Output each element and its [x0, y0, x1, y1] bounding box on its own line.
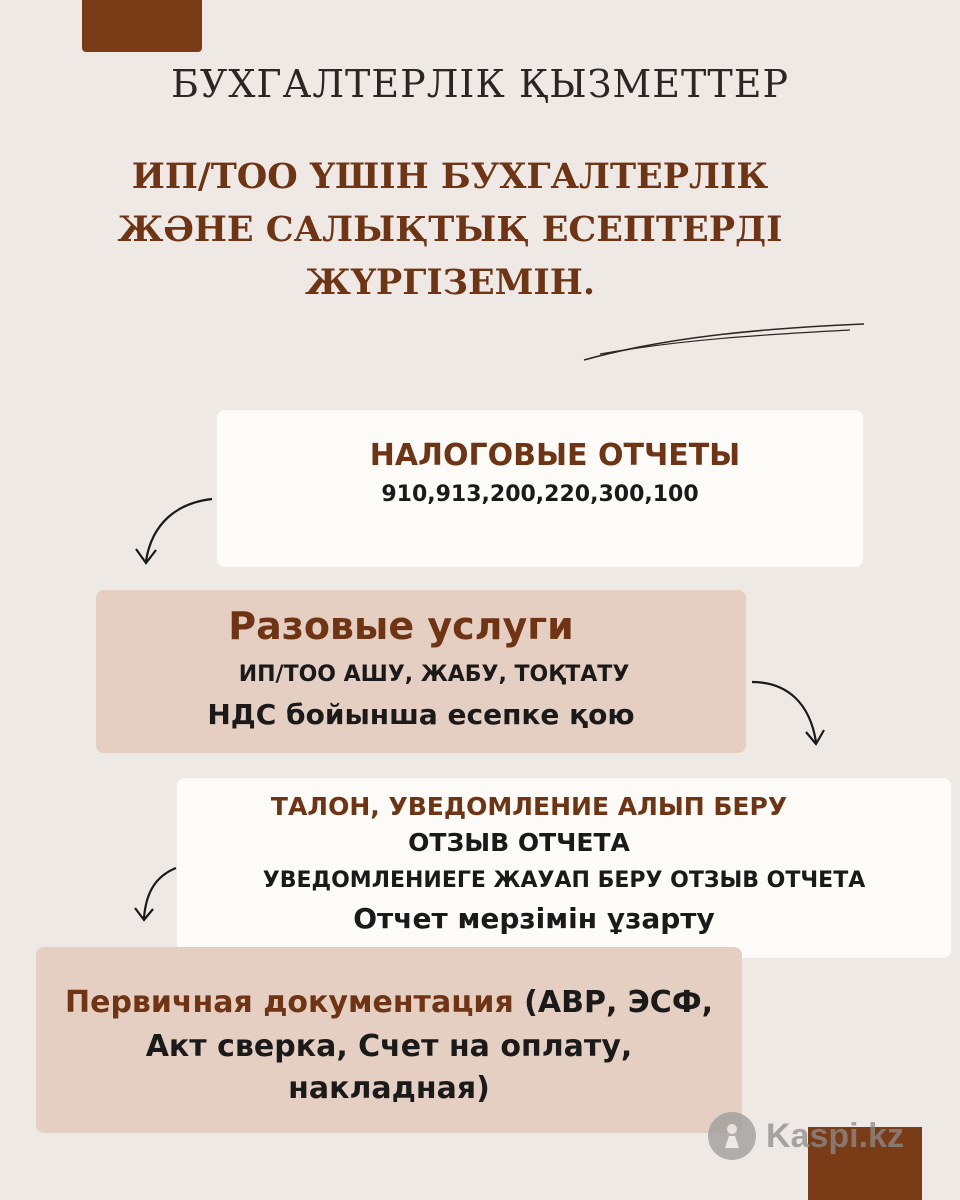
kaspi-watermark	[708, 1110, 904, 1162]
notices-line-2: ОТЗЫВ ОТЧЕТА	[408, 828, 630, 857]
primary-documents-heading: Первичная документация	[65, 985, 514, 1020]
tax-reports-card	[217, 410, 863, 567]
kaspi-logo-icon	[708, 1112, 756, 1160]
notices-line-3: УВЕДОМЛЕНИЕГЕ ЖАУАП БЕРУ ОТЗЫВ ОТЧЕТА	[262, 868, 866, 893]
watermark-text: Kaspi.kz	[766, 1116, 904, 1155]
page-title: БУХГАЛТЕРЛІК ҚЫЗМЕТТЕР	[170, 62, 790, 106]
notices-line-1: ТАЛОН, УВЕДОМЛЕНИЕ АЛЫП БЕРУ	[270, 792, 788, 821]
curved-arrow-down-right-icon	[748, 676, 828, 748]
notices-card	[177, 778, 951, 958]
primary-documents-list-start: (АВР, ЭСФ,	[524, 985, 713, 1020]
subtitle-line-3: ЖҮРГІЗЕМІН.	[304, 262, 596, 303]
tax-reports-numbers: 910,913,200,220,300,100	[381, 482, 699, 507]
subtitle-line-1: ИП/ТОО ҮШІН БУХГАЛТЕРЛІК	[131, 156, 769, 197]
primary-documents-line-2: Акт сверка, Счет на оплату,	[145, 1029, 633, 1064]
one-time-services-line-2: НДС бойынша есепке қою	[207, 698, 635, 731]
page-subtitle	[60, 150, 840, 309]
curved-arrow-down-left-icon	[132, 864, 182, 926]
curved-arrow-down-left-icon	[132, 495, 218, 570]
tax-reports-heading: НАЛОГОВЫЕ ОТЧЕТЫ	[369, 438, 741, 473]
decorative-swoosh	[580, 318, 870, 368]
primary-documents-card	[36, 947, 742, 1133]
one-time-services-card	[96, 590, 746, 753]
one-time-services-line-1: ИП/ТОО АШУ, ЖАБУ, ТОҚТАТУ	[238, 662, 630, 687]
one-time-services-heading: Разовые услуги	[228, 604, 574, 648]
decorative-top-block	[82, 0, 202, 52]
primary-documents-line-1	[36, 985, 742, 1020]
notices-line-4: Отчет мерзімін ұзарту	[353, 902, 715, 935]
subtitle-line-2: ЖӘНЕ САЛЫҚТЫҚ ЕСЕПТЕРДІ	[117, 209, 783, 250]
primary-documents-line-3: накладная)	[288, 1071, 490, 1106]
